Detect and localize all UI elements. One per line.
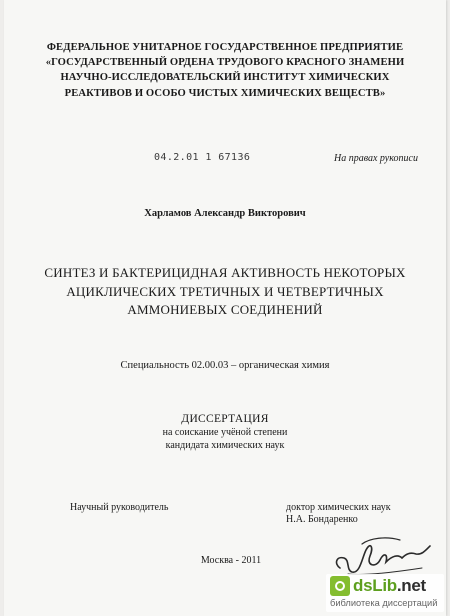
- organization-header: [4, 40, 446, 101]
- supervisor-name: Н.А. Бондаренко: [286, 514, 358, 525]
- watermark-caption: библиотека диссертаций: [330, 598, 438, 608]
- title-line-1: СИНТЕЗ И БАКТЕРИЦИДНАЯ АКТИВНОСТЬ НЕКОТОРЫХ: [44, 265, 406, 280]
- organization-line-1: ФЕДЕРАЛЬНОЕ УНИТАРНОЕ ГОСУДАРСТВЕННОЕ ПРЕДПРИЯТИЕ: [46, 42, 404, 53]
- author-name: Харламов Александр Викторович: [144, 208, 306, 219]
- city-year: Москва - 2011: [200, 555, 262, 566]
- specialty: Специальность 02.00.03 – органическая химия: [120, 360, 330, 371]
- watermark-badge[interactable]: [326, 574, 444, 612]
- degree-line-1: на соискание учёной степени: [162, 427, 288, 438]
- dslib-logo-icon: [330, 576, 350, 596]
- degree-info: [4, 427, 446, 452]
- supervisor-info: [286, 502, 391, 526]
- library-stamp-number: 04.2.01 1 67136: [154, 152, 251, 163]
- supervisor-degree: доктор химических наук: [286, 502, 391, 513]
- title-line-2: АЦИКЛИЧЕСКИХ ТРЕТИЧНЫХ И ЧЕТВЕРТИЧНЫХ: [66, 283, 384, 299]
- dissertation-heading: ДИССЕРТАЦИЯ: [181, 413, 269, 425]
- handwritten-signature: [326, 528, 436, 578]
- dissertation-title: [4, 264, 446, 320]
- organization-line-2: «ГОСУДАРСТВЕННЫЙ ОРДЕНА ТРУДОВОГО КРАСНОГО ЗНАМЕНИ: [45, 57, 405, 69]
- title-line-3: АММОНИЕВЫХ СОЕДИНЕНИЙ: [127, 302, 323, 317]
- watermark-brand-domain: .net: [396, 576, 426, 595]
- supervisor-label: Научный руководитель: [70, 502, 169, 513]
- organization-line-4: РЕАКТИВОВ И ОСОБО ЧИСТЫХ ХИМИЧЕСКИХ ВЕЩЕСТВ»: [64, 87, 386, 99]
- rights-note: На правах рукописи: [334, 153, 418, 164]
- watermark-brand: [353, 576, 426, 596]
- degree-line-2: кандидата химических наук: [165, 439, 285, 451]
- document-page: [4, 0, 446, 616]
- watermark-brand-main: dsLib: [353, 576, 397, 595]
- organization-line-3: НАУЧНО-ИССЛЕДОВАТЕЛЬСКИЙ ИНСТИТУТ ХИМИЧЕСКИХ: [60, 72, 390, 84]
